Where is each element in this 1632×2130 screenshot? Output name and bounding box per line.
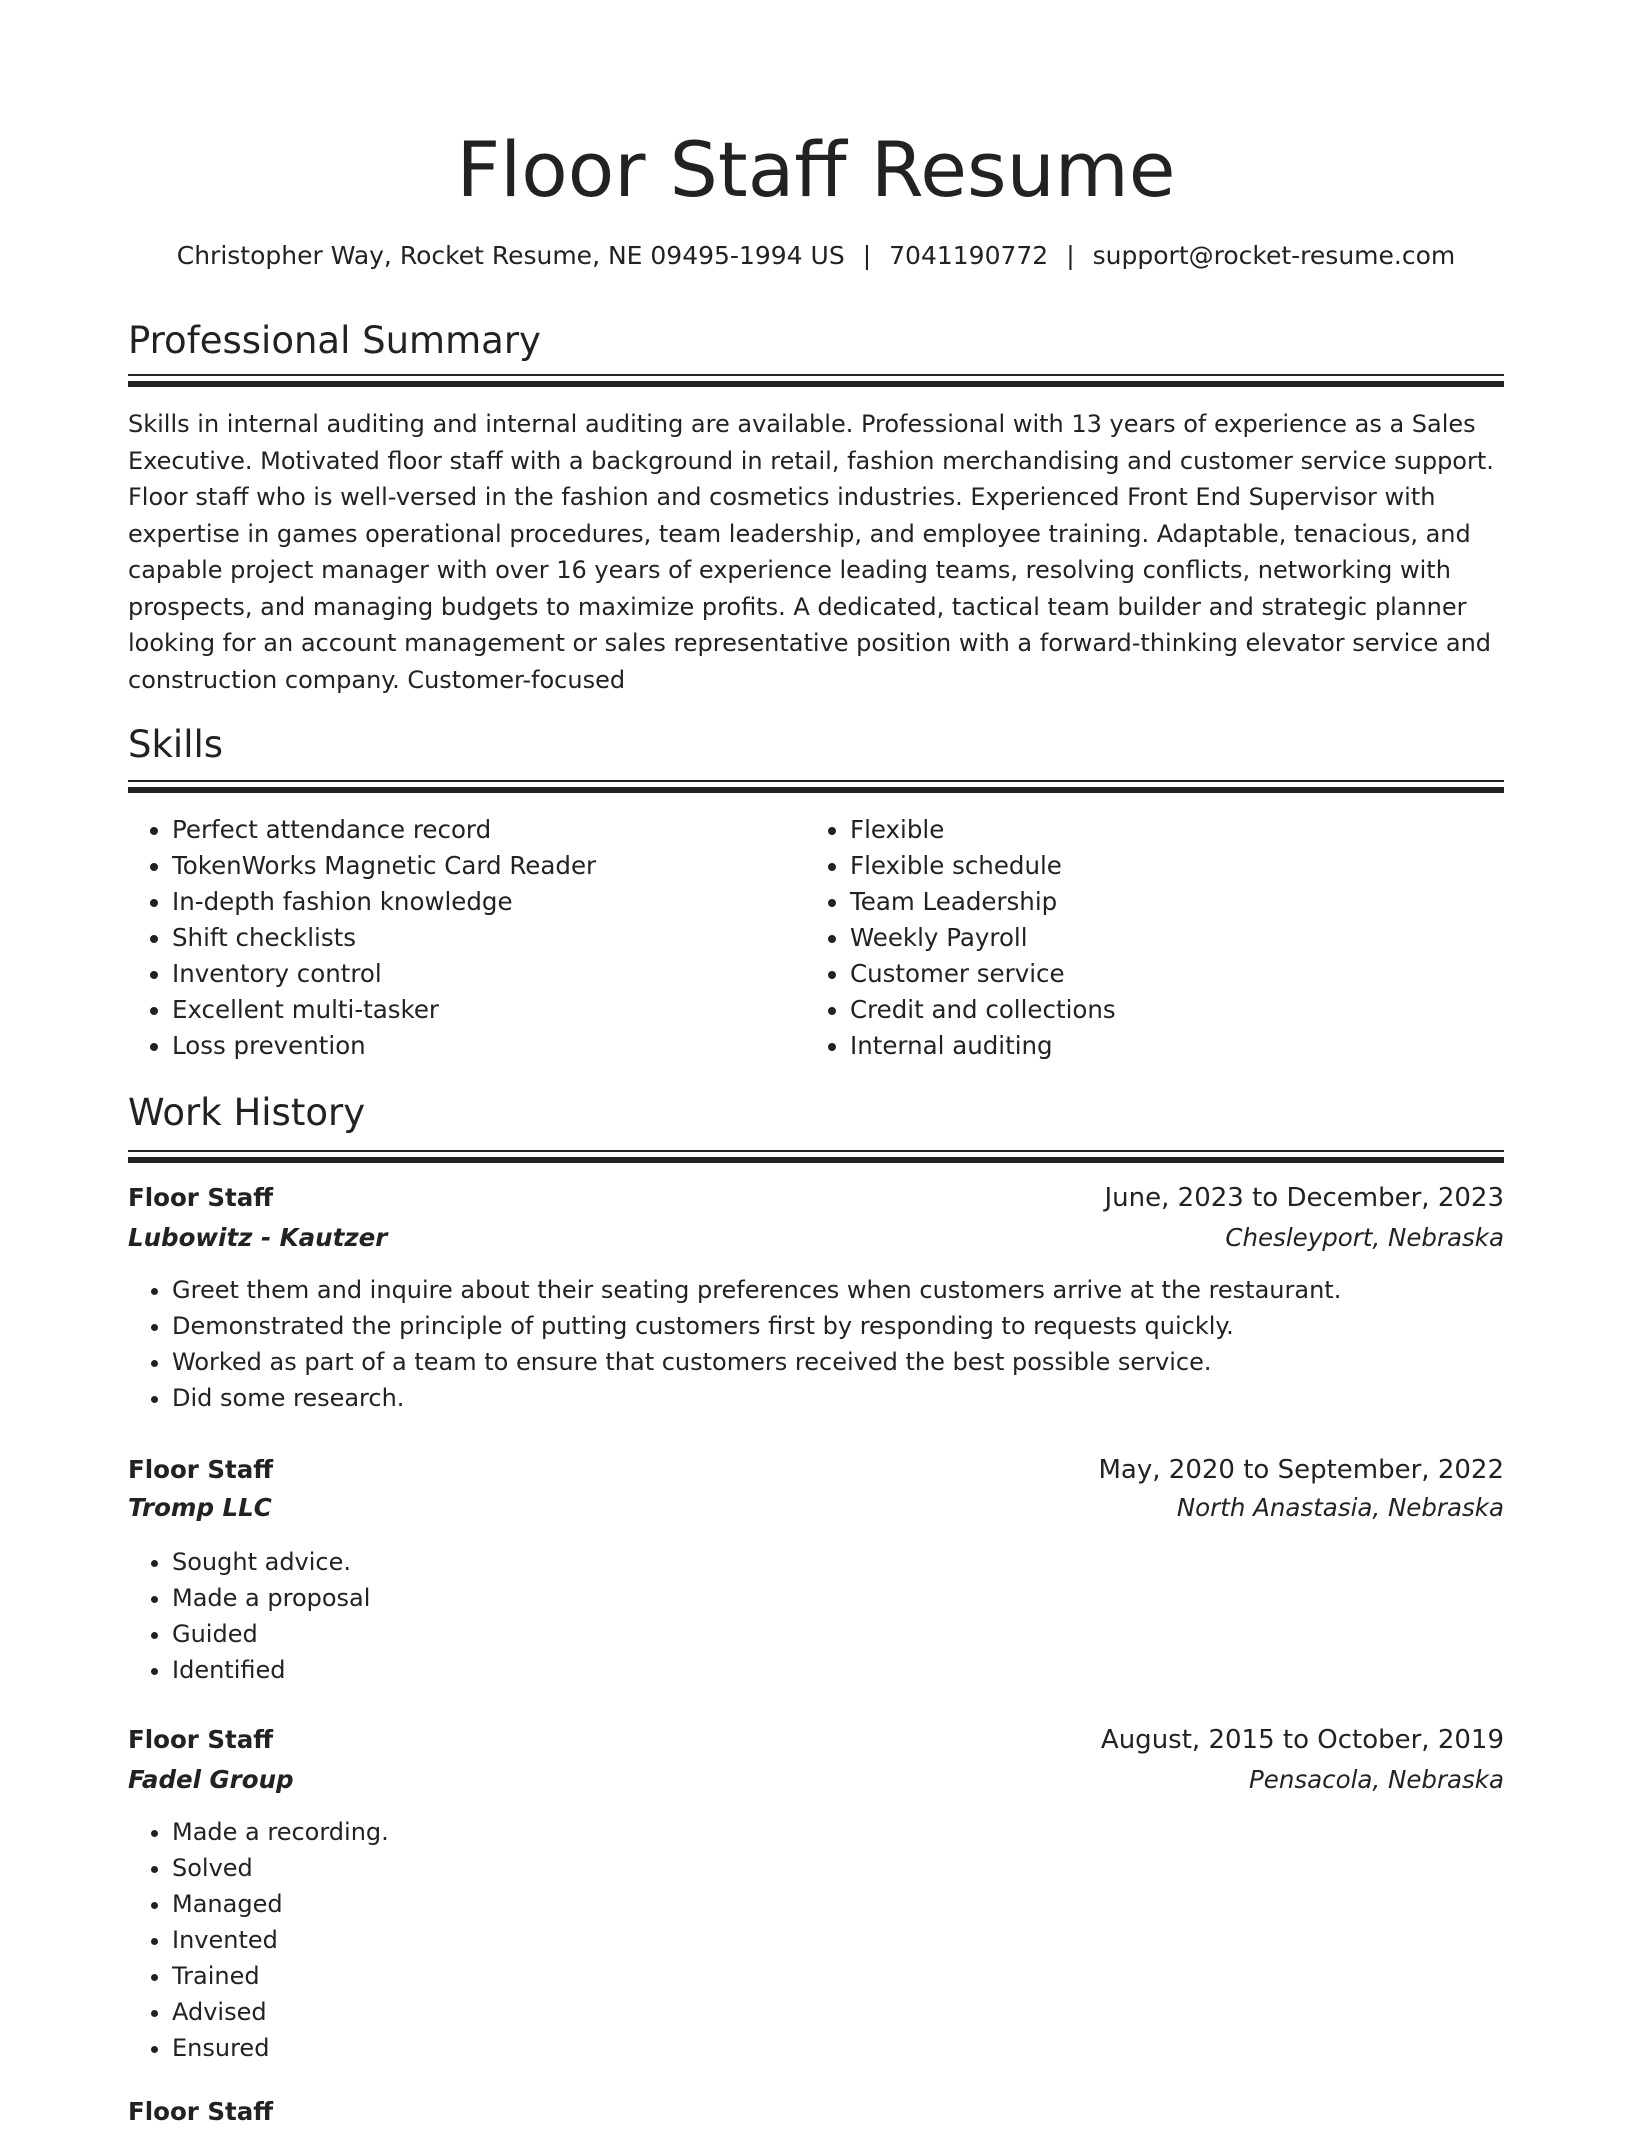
skill-item: • TokenWorks Magnetic Card Reader <box>172 848 596 884</box>
job-company: Fadel Group <box>128 1765 294 1794</box>
contact-line <box>128 236 1504 276</box>
job-title: Floor Staff <box>128 1455 274 1484</box>
job-duties-list <box>128 1814 1504 2066</box>
skill-item: • Inventory control <box>172 956 596 992</box>
job-employer-row <box>128 1762 1504 1798</box>
job-duty: • Identified <box>172 1652 1504 1688</box>
skill-item: • Customer service <box>850 956 1116 992</box>
job-title: Floor Staff <box>128 1183 274 1212</box>
job-duty: • Guided <box>172 1616 1504 1652</box>
section-divider <box>128 374 1504 387</box>
skill-item: • Excellent multi-tasker <box>172 992 596 1028</box>
job-location: North Anastasia, Nebraska <box>1176 1493 1504 1522</box>
skill-item: • Internal auditing <box>850 1028 1116 1064</box>
job-dates: August, 2015 to October, 2019 <box>1100 1725 1504 1755</box>
job-duty: • Solved <box>172 1850 1504 1886</box>
skill-item: • Credit and collections <box>850 992 1116 1028</box>
job-duty: • Trained <box>172 1958 1504 1994</box>
job-title: Floor Staff <box>128 1725 274 1754</box>
summary-heading: Professional Summary <box>128 319 541 362</box>
job-header <box>128 1722 1504 1758</box>
section-divider <box>128 1150 1504 1163</box>
job-header <box>128 1452 1504 1488</box>
skill-item: • Perfect attendance record <box>172 812 596 848</box>
job-title: Floor Staff <box>128 2097 274 2126</box>
summary-text: Skills in internal auditing and internal auditing are available. Professional with 13 years of experience as a Sales Executive. Motivated floor staff with a background in retail, fashion merchandising and customer service support. Floor staff who is well-versed in the fashion and cosmetics industries. Experienced Front End Supervisor with expertise in games operational procedures, team leadership, and employee training. Adaptable, tenacious, and capable project manager with over 16 years of experience leading teams, resolving conflicts, networking with prospects, and managing budgets to maximize profits. A dedicated, tactical team builder and strategic planner looking for an account management or sales representative position with a forward-thinking elevator service and construction company. Customer-focused <box>128 410 1494 694</box>
job-duty: • Demonstrated the principle of putting customers first by responding to requests quickly. <box>172 1308 1504 1344</box>
job-dates: June, 2023 to December, 2023 <box>1104 1183 1504 1213</box>
job-duty: • Made a proposal <box>172 1580 1504 1616</box>
job-duty: • Ensured <box>172 2030 1504 2066</box>
job-header <box>128 1180 1504 1216</box>
job-duty: • Managed <box>172 1886 1504 1922</box>
job-duty: • Did some research. <box>172 1380 1504 1416</box>
skill-item: • Team Leadership <box>850 884 1116 920</box>
job-duty: • Advised <box>172 1994 1504 2030</box>
job-header-partial <box>128 2094 1504 2130</box>
skills-list-right <box>806 812 1116 1064</box>
job-dates: May, 2020 to September, 2022 <box>1098 1455 1504 1485</box>
job-duty: • Invented <box>172 1922 1504 1958</box>
contact-phone: 7041190772 <box>889 241 1049 270</box>
contact-address: Christopher Way, Rocket Resume, NE 09495-1994 US <box>176 241 845 270</box>
skill-item: • Flexible schedule <box>850 848 1116 884</box>
skill-item: • In-depth fashion knowledge <box>172 884 596 920</box>
skill-item: • Shift checklists <box>172 920 596 956</box>
contact-email: support@rocket-resume.com <box>1092 241 1456 270</box>
job-employer-row <box>128 1490 1504 1526</box>
job-duty: • Made a recording. <box>172 1814 1504 1850</box>
skills-list-left <box>128 812 596 1064</box>
job-duty: • Sought advice. <box>172 1544 1504 1580</box>
contact-separator: | <box>1066 241 1075 270</box>
job-company: Lubowitz - Kautzer <box>128 1223 388 1252</box>
skills-heading: Skills <box>128 723 224 766</box>
contact-separator: | <box>862 241 872 270</box>
section-divider <box>128 780 1504 793</box>
job-duty: • Worked as part of a team to ensure that customers received the best possible service. <box>172 1344 1504 1380</box>
work-history-heading: Work History <box>128 1091 366 1134</box>
job-employer-row <box>128 1220 1504 1256</box>
job-duties-list <box>128 1272 1504 1416</box>
job-duty: • Greet them and inquire about their seating preferences when customers arrive at the restaurant. <box>172 1272 1504 1308</box>
job-company: Tromp LLC <box>128 1493 272 1522</box>
job-location: Pensacola, Nebraska <box>1248 1765 1504 1794</box>
skill-item: • Weekly Payroll <box>850 920 1116 956</box>
resume-title: Floor Staff Resume <box>456 125 1176 214</box>
job-duties-list <box>128 1544 1504 1688</box>
skill-item: • Flexible <box>850 812 1116 848</box>
job-location: Chesleyport, Nebraska <box>1225 1223 1504 1252</box>
skill-item: • Loss prevention <box>172 1028 596 1064</box>
